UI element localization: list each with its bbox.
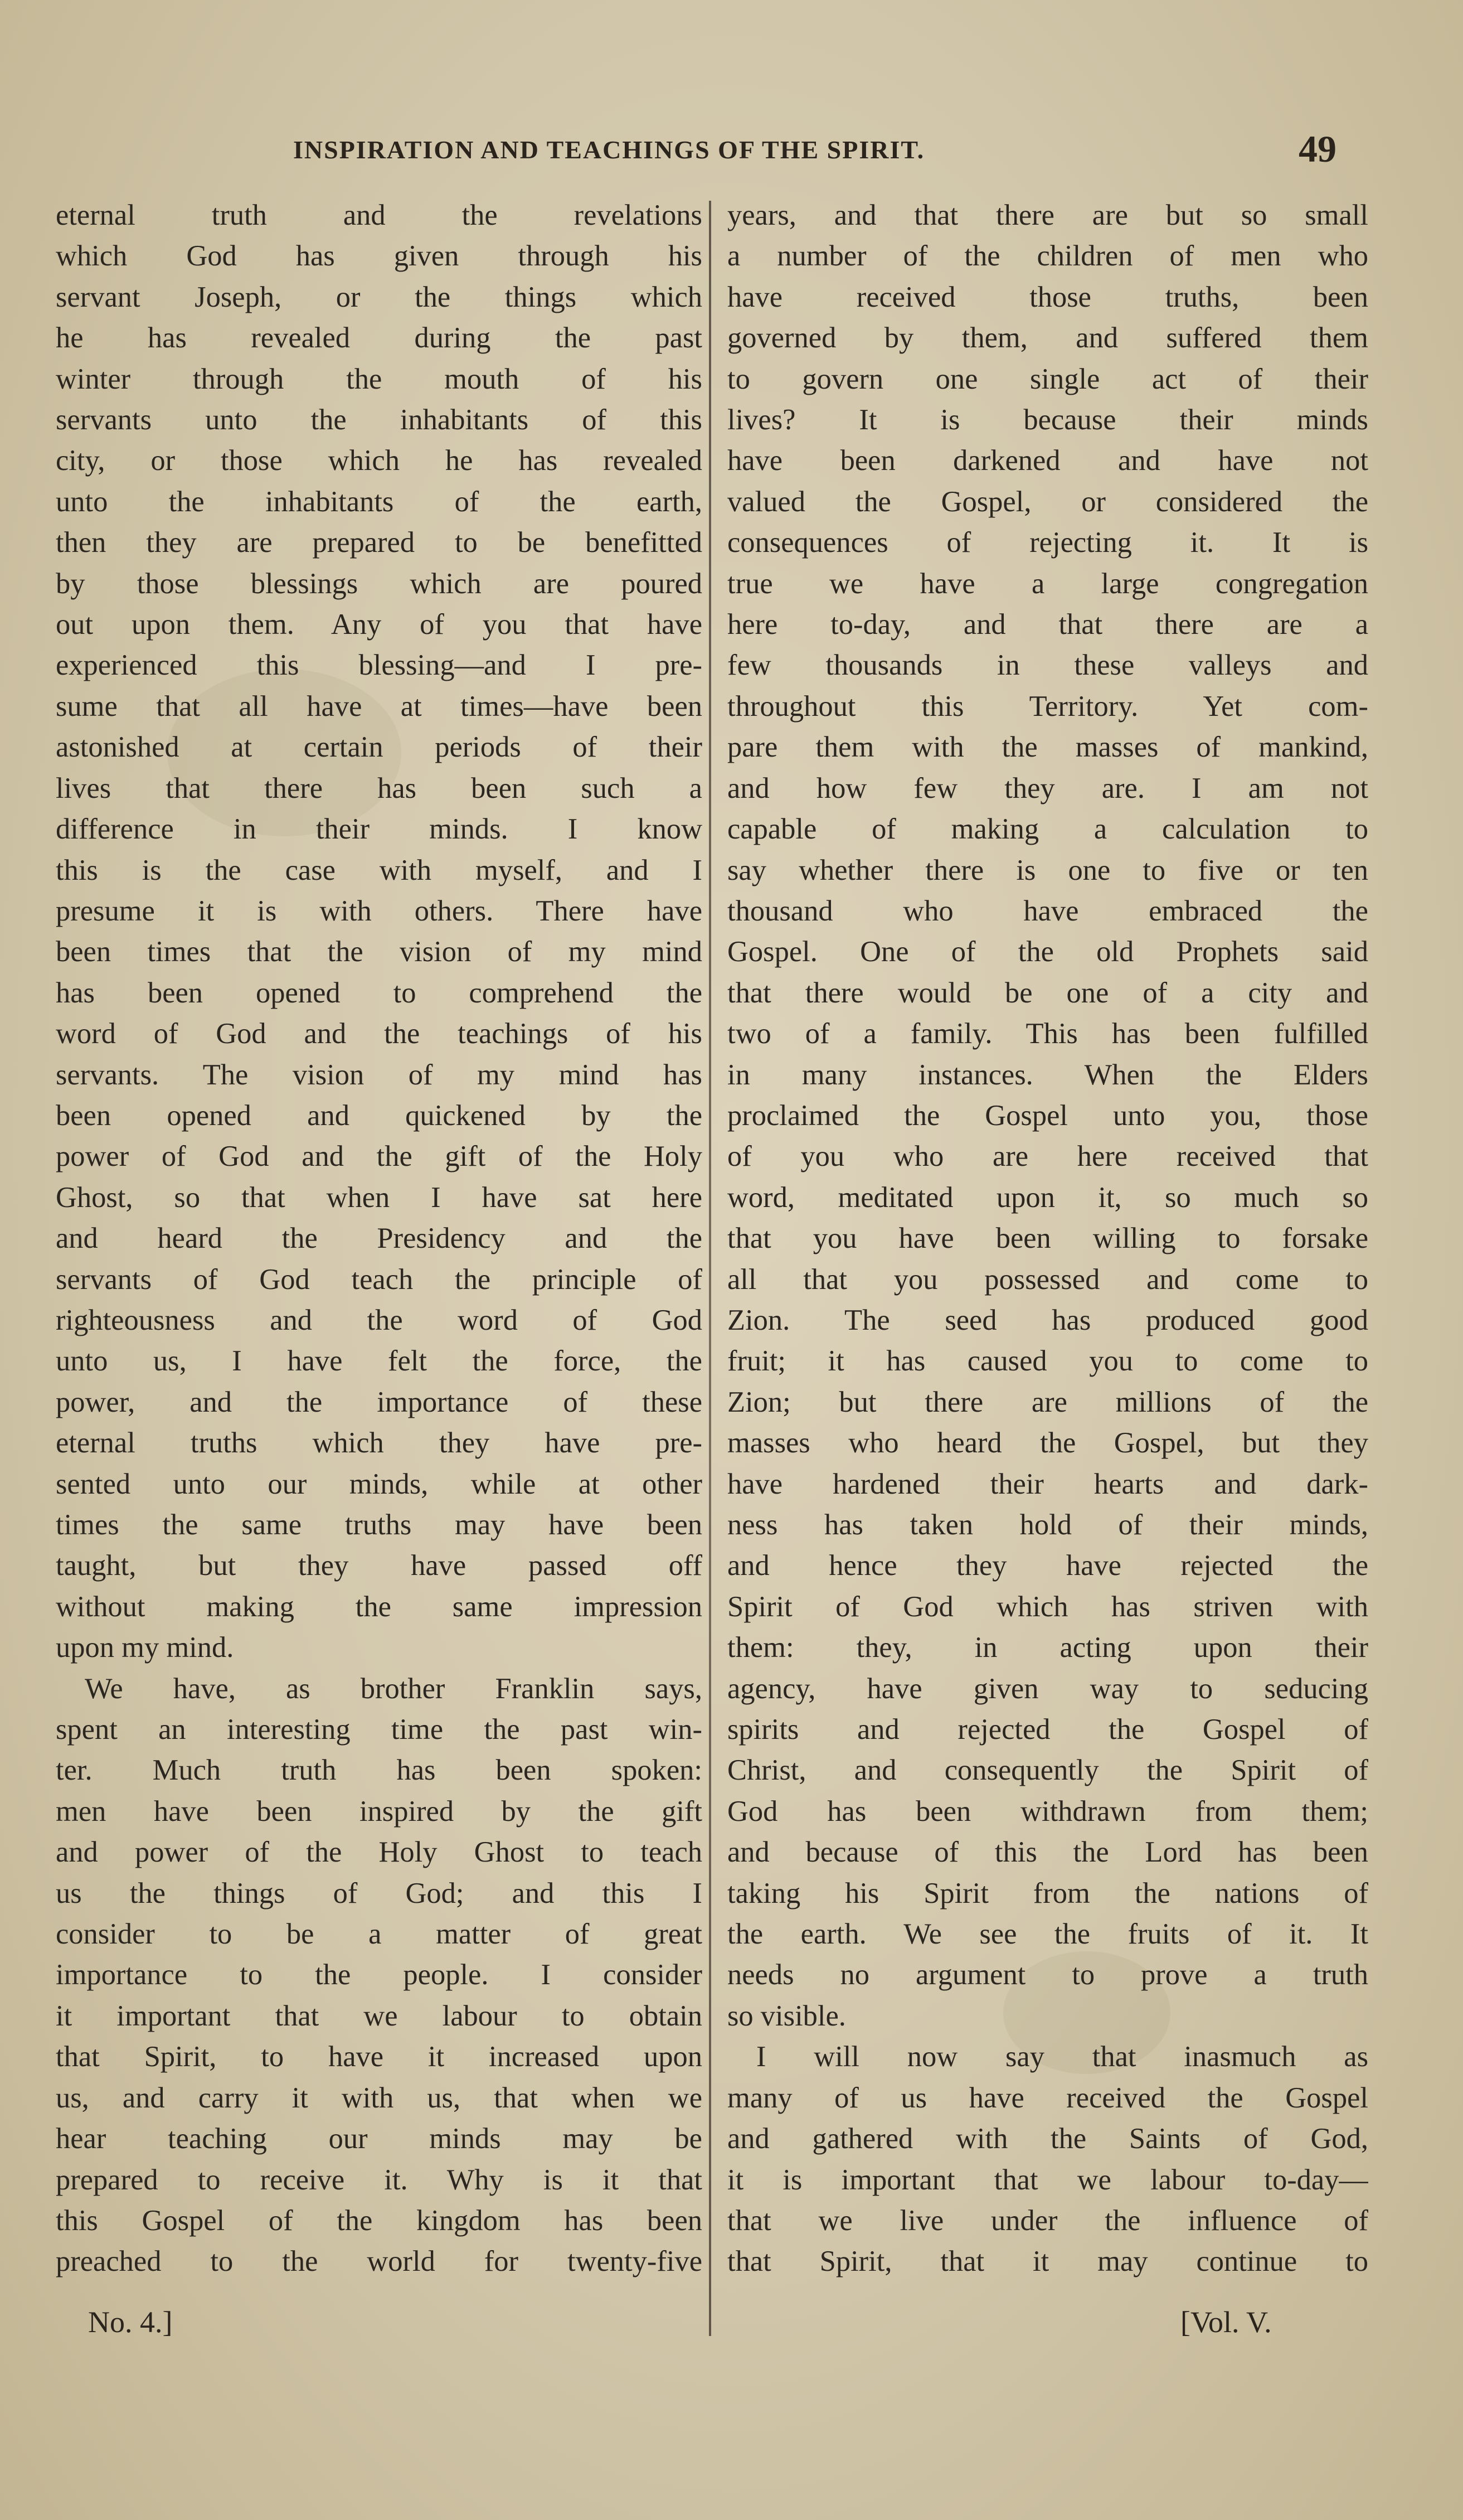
text-line: unto the inhabitants of the earth, [56, 485, 702, 518]
text-line: that you have been willing to forsake [727, 1222, 1368, 1255]
text-line: few thousands in these valleys and [727, 649, 1368, 682]
text-line: ter. Much truth has been spoken: [56, 1754, 702, 1787]
text-line: have received those truths, been [727, 280, 1368, 313]
text-line: without making the same impression [56, 1590, 702, 1623]
text-line: then they are prepared to be benefitted [56, 526, 702, 559]
text-line: Spirit of God which has striven with [727, 1590, 1368, 1623]
text-line: Christ, and consequently the Spirit of [727, 1754, 1368, 1787]
text-line: astonished at certain periods of their [56, 731, 702, 764]
text-line: men have been inspired by the gift [56, 1795, 702, 1828]
page-header [0, 124, 1463, 174]
running-title: INSPIRATION AND TEACHINGS OF THE SPIRIT. [293, 135, 925, 164]
text-line: us the things of God; and this I [56, 1877, 702, 1910]
page-number: 49 [1299, 128, 1336, 170]
text-line: years, and that there are but so small [727, 199, 1368, 231]
text-line: that Spirit, to have it increased upon [56, 2041, 702, 2073]
text-line: masses who heard the Gospel, but they [727, 1427, 1368, 1460]
text-line: here to-day, and that there are a [727, 608, 1368, 641]
text-line: out upon them. Any of you that have [56, 608, 702, 641]
text-line: God has been withdrawn from them; [727, 1795, 1368, 1828]
text-line: hear teaching our minds may be [56, 2122, 702, 2155]
text-line: Ghost, so that when I have sat here [56, 1181, 702, 1214]
text-line: sume that all have at times—have been [56, 690, 702, 723]
text-line: and how few they are. I am not [727, 772, 1368, 805]
text-line: have been darkened and have not [727, 444, 1368, 477]
text-line: needs no argument to prove a truth [727, 1959, 1368, 1991]
right-paragraph-2 [727, 2037, 1368, 2282]
text-line: winter through the mouth of his [56, 362, 702, 395]
text-line: spent an interesting time the past win- [56, 1713, 702, 1746]
text-line: pare them with the masses of mankind, [727, 731, 1368, 764]
text-line: all that you possessed and come to [727, 1263, 1368, 1296]
text-line: been times that the vision of my mind [56, 936, 702, 968]
text-line: capable of making a calculation to [727, 813, 1368, 846]
column-divider [709, 201, 711, 2336]
left-column [56, 195, 702, 2282]
text-line: this Gospel of the kingdom has been [56, 2204, 702, 2237]
text-line: two of a family. This has been fulfilled [727, 1017, 1368, 1050]
text-line: agency, have given way to seducing [727, 1672, 1368, 1705]
text-line: unto us, I have felt the force, the [56, 1345, 702, 1378]
text-line: power, and the importance of these [56, 1385, 702, 1418]
text-line: servants. The vision of my mind has [56, 1058, 702, 1091]
text-line: consider to be a matter of great [56, 1918, 702, 1951]
text-line: experienced this blessing—and I pre- [56, 649, 702, 682]
text-line: that we live under the influence of [727, 2204, 1368, 2237]
text-line: true we have a large congregation [727, 567, 1368, 600]
left-paragraph-2 [56, 1669, 702, 2282]
text-line: he has revealed during the past [56, 322, 702, 355]
text-line: valued the Gospel, or considered the [727, 485, 1368, 518]
text-line: word of God and the teachings of his [56, 1017, 702, 1050]
text-line: and hence they have rejected the [727, 1549, 1368, 1582]
text-line: eternal truth and the revelations [56, 199, 702, 231]
text-line: prepared to receive it. Why is it that [56, 2163, 702, 2196]
text-line: in many instances. When the Elders [727, 1058, 1368, 1091]
text-line: Gospel. One of the old Prophets said [727, 936, 1368, 968]
text-line: that there would be one of a city and [727, 976, 1368, 1009]
text-line: preached to the world for twenty-five [56, 2245, 702, 2278]
text-line: throughout this Territory. Yet com- [727, 690, 1368, 723]
text-line: them: they, in acting upon their [727, 1631, 1368, 1664]
text-line: and power of the Holy Ghost to teach [56, 1836, 702, 1869]
text-line: it is important that we labour to-day— [727, 2163, 1368, 2196]
page-footer [0, 2303, 1463, 2353]
text-line: Zion. The seed has produced good [727, 1303, 1368, 1336]
text-line: righteousness and the word of God [56, 1303, 702, 1336]
text-line: and gathered with the Saints of God, [727, 2122, 1368, 2155]
text-line: that Spirit, that it may continue to [727, 2245, 1368, 2278]
text-line: been opened and quickened by the [56, 1099, 702, 1132]
left-paragraph-1 [56, 195, 702, 1669]
text-line: lives? It is because their minds [727, 404, 1368, 437]
text-line: taught, but they have passed off [56, 1549, 702, 1582]
text-line: fruit; it has caused you to come to [727, 1345, 1368, 1378]
text-line: and because of this the Lord has been [727, 1836, 1368, 1869]
text-line: times the same truths may have been [56, 1509, 702, 1541]
text-line: has been opened to comprehend the [56, 976, 702, 1009]
text-line: servants of God teach the principle of [56, 1263, 702, 1296]
right-paragraph-1 [727, 195, 1368, 2037]
text-line: it important that we labour to obtain [56, 1999, 702, 2032]
text-line: taking his Spirit from the nations of [727, 1877, 1368, 1910]
text-line: say whether there is one to five or ten [727, 854, 1368, 886]
text-line: servants unto the inhabitants of this [56, 404, 702, 437]
text-line: thousand who have embraced the [727, 894, 1368, 927]
text-line: and heard the Presidency and the [56, 1222, 702, 1255]
text-line: We have, as brother Franklin says, [85, 1672, 702, 1705]
text-line: the earth. We see the fruits of it. It [727, 1918, 1368, 1951]
text-line: this is the case with myself, and I [56, 854, 702, 886]
text-line: have hardened their hearts and dark- [727, 1467, 1368, 1500]
text-line: upon my mind. [56, 1631, 234, 1664]
text-line: consequences of rejecting it. It is [727, 526, 1368, 559]
signature-mark: No. 4.] [88, 2305, 173, 2339]
text-line: lives that there has been such a [56, 772, 702, 805]
text-line: eternal truths which they have pre- [56, 1427, 702, 1460]
text-line: many of us have received the Gospel [727, 2081, 1368, 2114]
text-line: which God has given through his [56, 240, 702, 273]
text-line: ness has taken hold of their minds, [727, 1509, 1368, 1541]
text-line: difference in their minds. I know [56, 813, 702, 846]
text-line: of you who are here received that [727, 1140, 1368, 1173]
text-line: us, and carry it with us, that when we [56, 2081, 702, 2114]
text-line: sented unto our minds, while at other [56, 1467, 702, 1500]
text-line: spirits and rejected the Gospel of [727, 1713, 1368, 1746]
text-line: servant Joseph, or the things which [56, 280, 702, 313]
text-line: power of God and the gift of the Holy [56, 1140, 702, 1173]
right-column [727, 195, 1368, 2282]
text-line: word, meditated upon it, so much so [727, 1181, 1368, 1214]
text-line: a number of the children of men who [727, 240, 1368, 273]
text-line: to govern one single act of their [727, 362, 1368, 395]
text-line: Zion; but there are millions of the [727, 1385, 1368, 1418]
text-line: so visible. [727, 1999, 846, 2032]
text-line: presume it is with others. There have [56, 894, 702, 927]
text-line: importance to the people. I consider [56, 1959, 702, 1991]
text-line: I will now say that inasmuch as [756, 2041, 1368, 2073]
text-line: by those blessings which are poured [56, 567, 702, 600]
text-line: proclaimed the Gospel unto you, those [727, 1099, 1368, 1132]
text-line: city, or those which he has revealed [56, 444, 702, 477]
volume-label: [Vol. V. [1180, 2305, 1272, 2339]
text-line: governed by them, and suffered them [727, 322, 1368, 355]
